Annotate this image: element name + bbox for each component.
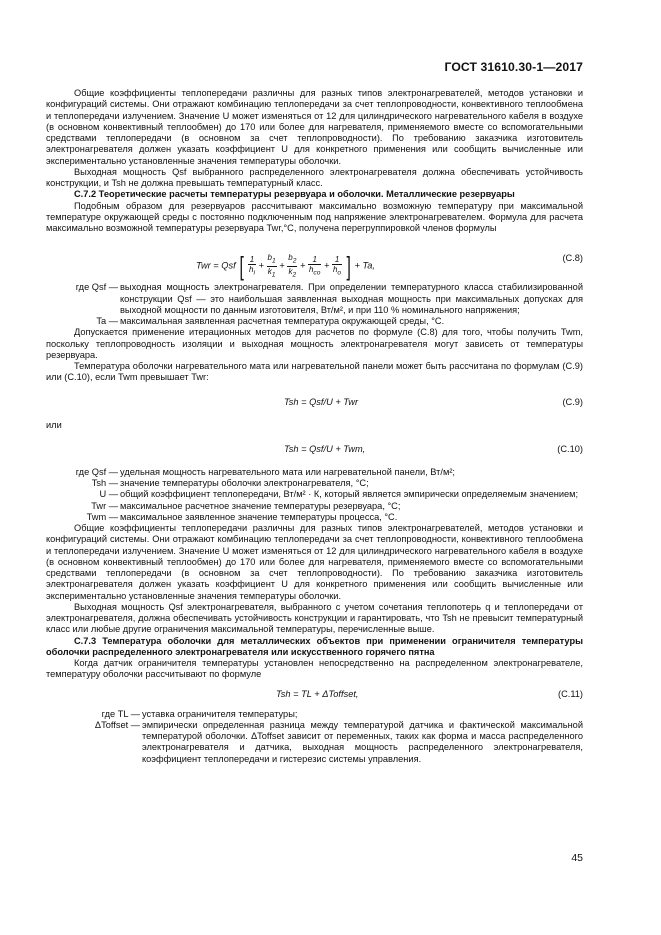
formula-c9-expression: Tsh = Qsf/U + Twr (284, 396, 359, 407)
page-content (46, 88, 583, 765)
page-number: 45 (571, 852, 583, 864)
paragraph: Общие коэффициенты теплопередачи различны для разных типов электронагревателей, методов установки и конфигураций системы. Они отражают комбинацию теплопередачи за счет теплопроводности, конвективного теплообмена и теплопередачи излучением. Значение U может изменяться от 12 для цилиндрического нагревательного кабеля в воздухе (в основном конвективный теплообмен) до 170 или более для нагревателя, применяемого вместе со вспомогательными средствами теплопередачи (в основном за счет теплопроводности). По требованию заказчика изготовитель электронагревателя должен указать коэффициент U для конкретного применения или сообщить вычисленные или экспериментально установленные значения температуры оболочки. (46, 523, 583, 601)
definition-item: Tsh — значение температуры оболочки электронагревателя, °С; (91, 478, 369, 488)
paragraph: Общие коэффициенты теплопередачи различны для разных типов электронагревателей, методов установки и конфигураций системы. Они отражают комбинацию теплопередачи за счет теплопроводности, конвективного теплообмена и теплопередачи излучением. Значение U может изменяться от 12 для цилиндрического нагревательного кабеля в воздухе (в основном конвективный теплообмен) до 170 или более для нагревателя, применяемого вместе со вспомогательными средствами теплопередачи (в основном за счет теплопроводности). По требованию заказчика изготовитель электронагревателя должен указать коэффициент U для конкретного применения или сообщить вычисленные или экспериментально установленные значения температуры оболочки. (46, 88, 583, 166)
paragraph: Подобным образом для резервуаров рассчитывают максимально возможную температуру при максимальной температуре окружающей среды с постоянно подключенным под напряжение электронагревателем. Формула для расчета максимально возможной температуры резервуара Twr,°С, получена перегруппировкой членов формулы (46, 200, 583, 233)
formula-c8-term: $\frac{1}{h_{co}}$ (308, 255, 321, 277)
formula-number: (С.8) (562, 253, 583, 264)
formula-c8-tail: + Ta, (354, 260, 376, 271)
formula-c8-term: $\frac{b_1}{k_1}$ (267, 253, 276, 279)
paragraph: Выходная мощность Qsf электронагревателя, выбранного с учетом сочетания теплопотерь q и теплопередачи от электронагревателя, должна обеспечивать устойчивость конструкции и гарантировать, что Tsh не превысит температурный класс или любые другие ограничения максимальной температуры, перечисленные выше. (46, 601, 583, 635)
formula-c8-expression: Twr = Qsf [ $\frac{1}{h_i}$ + $\frac{b_1}{k_1}$ + $\frac{b_2}{k_2}$ + $\frac{1}{h_{co}}$ + $\frac{1}{h_o}$ ] + Ta, (196, 251, 376, 282)
definition-item: где TL — уставка ограничителя температуры; (101, 708, 298, 719)
section-heading-c73: С.7.3 Температура оболочки для металлических объектов при применении ограничителя температуры оболочки распределенного электронагревателя или искусственного горячего пятна (46, 635, 583, 657)
formula-c8-term: $\frac{1}{h_o}$ (332, 255, 342, 277)
definition-item: где Qsf — удельная мощность нагревательного мата или нагревательной панели, Вт/м²; (75, 466, 455, 477)
formula-number: (С.11) (557, 688, 583, 699)
formula-c8-lhs: Twr = Qsf (196, 260, 236, 271)
document-id-header: ГОСТ 31610.30-1—2017 (444, 60, 583, 74)
formula-c8-term: $\frac{1}{h_i}$ (249, 255, 255, 277)
definition-item: U — общий коэффициент теплопередачи, Вт/м² · К, который является эмпирически определяемым значением; (99, 489, 579, 500)
paragraph: Когда датчик ограничителя температуры установлен непосредственно на распределенном электронагревателе, температуру оболочки рассчитывают по формуле (46, 658, 583, 680)
definition-item: ΔToffset — эмпирически определенная разница между температурой датчика и фактической максимальной температурой оболочки. ΔToffset зависит от переменных, таких как форма и масса распределенного электронагревателя и датчика, выходная мощность распределенного электронагревателя, коэффициент теплопередачи и гистерезис системы управления. (94, 719, 583, 764)
definition-item: Twm — максимальное заявленное значение температуры процесса, °С. (86, 511, 398, 522)
formula-c11 (46, 685, 583, 705)
definition-item: Ta — максимальная заявленная расчетная температура окружающей среды, °С. (96, 316, 445, 326)
formula-number: (С.9) (562, 396, 583, 407)
formula-c10 (46, 437, 583, 463)
paragraph: Допускается применение итерационных методов для расчетов по формуле (С.8) для того, чтобы получить Twm, поскольку теплопроводность изоляции и выходная мощность электронагревателя могут зависеть от температуры резервуара. (46, 327, 583, 360)
formula-c8 (46, 241, 583, 282)
paragraph: Температура оболочки нагревательного мата или нагревательной панели может быть рассчитана по формулам (С.9) или (С.10), если Twm превышает Twr: (46, 361, 583, 383)
formula-c10-expression: Tsh = Qsf/U + Twm, (284, 443, 366, 454)
section-heading-c72: С.7.2 Теоретические расчеты температуры резервуара и оболочки. Металлические резервуары (74, 189, 515, 200)
definition-item: Twr — максимальное расчетное значение температуры резервуара, °С; (91, 500, 401, 511)
definition-item: где Qsf — выходная мощность электронагревателя. При определении температурного класса стабилизированной конструкции Qsf — это наибольшая заявленная выходная мощность при максимальных допусках для выходной мощности по данным изготовителя, Вт/м², и при 110 % номинального напряжения; (75, 282, 583, 315)
paragraph: Выходная мощность Qsf выбранного распределенного электронагревателя должна обеспечивать устойчивость конструкции, и Tsh не должна превышать температурный класс. (46, 166, 583, 188)
formula-c8-term: $\frac{b_2}{k_2}$ (288, 253, 297, 279)
formula-number: (С.10) (557, 443, 583, 454)
formula-c11-expression: Tsh = TL + ΔToffset, (276, 688, 359, 699)
paragraph-or: или (46, 419, 62, 430)
formula-c9 (46, 390, 583, 416)
